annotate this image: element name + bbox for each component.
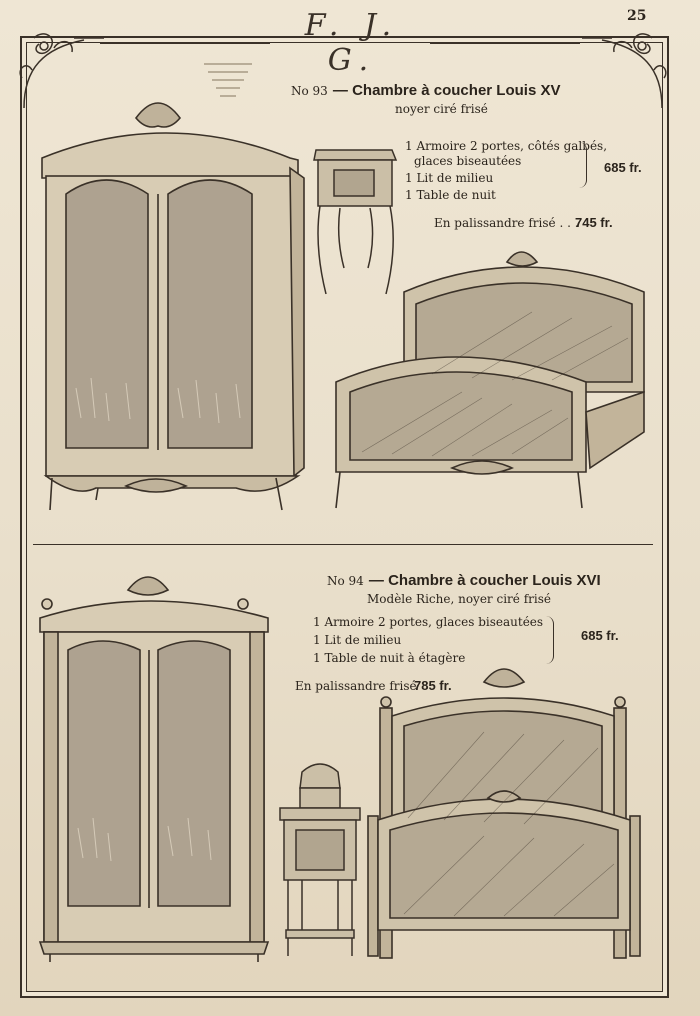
set-94-title: — Chambre à coucher Louis XVI [368, 572, 601, 589]
set-94-brace [545, 616, 554, 664]
set-93-alt-price: 745 fr. [575, 215, 613, 230]
set-93-item: 1 Lit de milieu [405, 171, 494, 185]
set-93-brace [578, 142, 587, 188]
set-94-nightstand-illustration [278, 760, 362, 960]
set-94-item: 1 Lit de milieu [313, 633, 402, 647]
set-93-title: — Chambre à coucher Louis XV [332, 82, 561, 99]
set-93-price: 685 fr. [604, 160, 642, 175]
set-93-heading [291, 80, 560, 99]
set-94-subtitle: Modèle Riche, noyer ciré frisé [367, 592, 551, 606]
set-93-item: 1 Armoire 2 portes, côtés galbés, [405, 139, 608, 153]
set-93-armoire-illustration [36, 88, 306, 518]
set-93-item: glaces biseautées [414, 154, 522, 168]
set-93-item: 1 Table de nuit [405, 188, 496, 202]
set-93-number: No 93 [291, 84, 328, 98]
set-94-alt-price: 785 fr. [414, 678, 452, 693]
set-93-alt-label: En palissandre frisé . . . [434, 216, 579, 230]
page-number: 25 [627, 8, 647, 24]
set-94-heading [327, 570, 601, 589]
set-94-bed-illustration [364, 668, 650, 968]
set-94-price: 685 fr. [581, 628, 619, 643]
set-94-item: 1 Table de nuit à étagère [313, 651, 466, 665]
set-94-number: No 94 [327, 574, 364, 588]
set-94-alt-label: En palissandre frisé [295, 679, 417, 693]
set-94-item: 1 Armoire 2 portes, glaces biseautées [313, 615, 544, 629]
header-monogram: F. J. G. [304, 8, 400, 78]
section-divider [33, 544, 653, 545]
corner-ornament-right [572, 18, 672, 118]
set-93-bed-illustration [332, 242, 652, 514]
set-93-subtitle: noyer ciré frisé [395, 102, 488, 116]
set-94-armoire-illustration [38, 568, 274, 968]
